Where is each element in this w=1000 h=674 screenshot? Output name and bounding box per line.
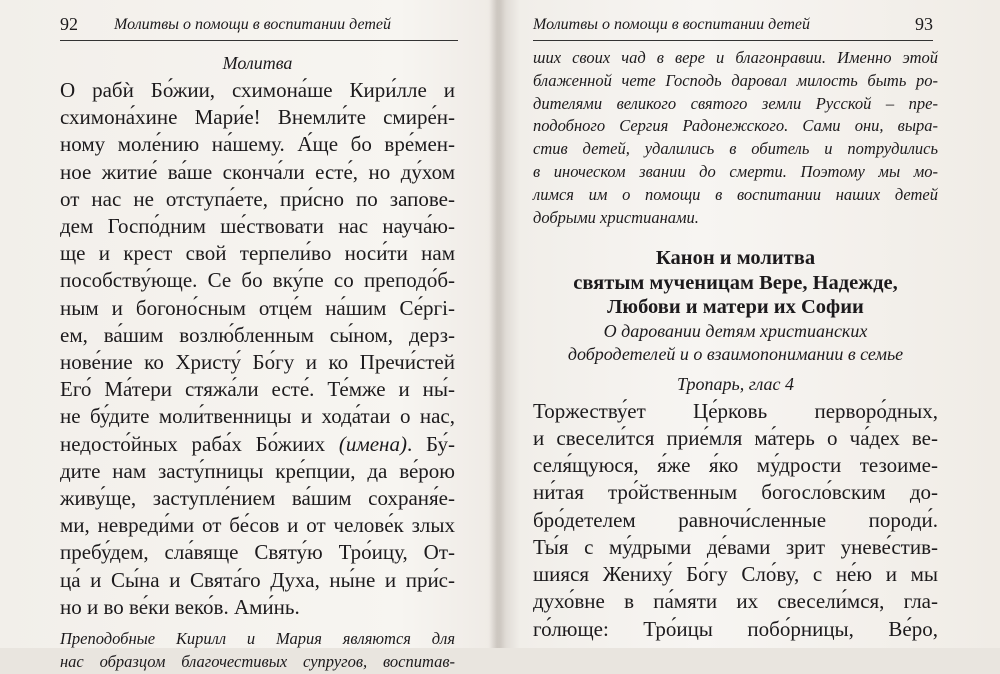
continuation-text [533, 47, 938, 229]
prayer-line: живу́ще, заступле́нием ва́шим сохраня́е- [60, 486, 455, 511]
prayer-line: но и во ве́ки веко́в. Ами́нь. [60, 594, 300, 619]
troparion-line: Торжеству́ет Це́рковь перворо́дных, [533, 398, 938, 423]
left-page-body [60, 51, 455, 674]
book-gutter [488, 0, 506, 648]
prayer-line: ще и крест свой терпели́во носи́ти нам [60, 241, 455, 266]
prayer-line-text: недосто́йных раба́х Бо́жиих [60, 431, 326, 456]
canon-title-line: Канон и молитва [655, 247, 816, 270]
continuation-line: блаженной чете Господь даровал милость быть ро- [533, 70, 938, 90]
prayer-line: Его́ Ма́тери стяжа́ли есте́. Те́мже и ны́- [60, 377, 455, 402]
footnote-line: нас образцом благочестивых супругов, воспитав- [60, 651, 455, 671]
continuation-line: добрыми христианами. [533, 207, 699, 227]
prayer-line: ем, ва́шим возлю́бленным сы́ном, дерз- [60, 322, 455, 347]
right-running-head: Молитвы о помощи в воспитании детей [533, 16, 810, 33]
left-page [0, 0, 488, 671]
right-page [505, 0, 1000, 648]
continuation-line: лимся им о помощи в воспитании наших детей [533, 184, 938, 204]
left-running-head: Молитвы о помощи в воспитании детей [114, 16, 391, 33]
prayer-line-with-names [60, 431, 455, 458]
prayer-text [60, 77, 455, 621]
prayer-line: пребу́дем, сла́вяще Святу́ю Тро́ицу, От- [60, 540, 455, 565]
prayer-line: О рабѝ Бо́жии, схимона́ше Кири́лле и [60, 78, 455, 102]
right-page-number: 93 [915, 14, 933, 34]
prayer-line: от нас не отступа́ете, при́сно по запове- [60, 186, 455, 211]
right-header-rule [533, 40, 933, 41]
prayer-line: не бу́дите моли́твенницы и хода́таи о нас, [60, 404, 455, 429]
troparion-line: селя́щуюся, я́же я́ко му́дрости тезоиме- [533, 453, 938, 478]
prayer-line: ным и богоно́сным отце́м на́шим Се́ргi- [60, 295, 455, 320]
troparion-line: бро́детелем равночи́сленные породи́. [533, 507, 938, 532]
continuation-line: дителями великого святого земли Русской – пре- [533, 93, 938, 113]
right-page-header [533, 14, 933, 40]
troparion-line: и свесели́тся прие́мля ма́терь о ча́дех ве- [533, 426, 938, 451]
right-page-body [533, 47, 938, 643]
occasion-line: О даровании детям христианских [603, 320, 868, 341]
footnote-text [60, 628, 455, 674]
left-page-header [60, 14, 458, 40]
canon-occasion [533, 320, 938, 366]
troparion-line: шияся Жениху́ Бо́гу Сло́ву, с не́ю и мы [533, 562, 938, 587]
prayer-line: ми, невреди́ми от бе́сов и от челове́к злых [60, 513, 455, 538]
prayer-line: нове́ние ко Христу́ Бо́гу и ко Пречи́стей [60, 350, 455, 375]
prayer-line-tail: . Бу́- [406, 431, 455, 456]
left-header-rule [60, 40, 458, 41]
prayer-line: дите нам засту́пницы кре́пции, да ве́рою [60, 458, 455, 483]
occasion-line: добродетелей и о взаимопонимании в семье [567, 343, 904, 364]
continuation-line: стив детей, удалились в обитель и потрудились [533, 139, 938, 159]
continuation-line: подобного Сергия Радонежского. Сами они, выра- [533, 116, 938, 136]
continuation-line: в иноческом звании до смерти. Поэтому мы мо- [533, 161, 938, 181]
troparion-text [533, 398, 938, 643]
canon-title-line: святым мученицам Вере, Надежде, [573, 271, 898, 294]
prayer-line: ному моле́нию на́шему. А́ще бо вре́мен- [60, 132, 455, 157]
canon-title [533, 246, 938, 320]
prayer-line: схимона́хине Мари́е! Внемли́те смире́н- [60, 105, 455, 130]
left-page-number: 92 [60, 14, 78, 34]
prayer-line: ное житие́ ва́ше сконча́ли есте́, но ду́хом [60, 159, 455, 184]
footnote-line: Преподобные Кирилл и Мария являются для [60, 629, 455, 649]
prayer-line: ца́ и Сы́на и Свята́го Духа, ны́не и при́с- [60, 567, 455, 592]
troparion-line: ни́тая тро́йственным богосло́вским до- [533, 480, 938, 505]
prayer-section-title: Молитва [222, 53, 293, 73]
canon-title-line: Любови и матери их Софии [607, 296, 864, 319]
prayer-line: дем Госпо́дним ше́ствовати нас науча́ю- [60, 214, 455, 239]
prayer-line: пособству́юще. Се бо вку́пе со преподо́б- [60, 268, 455, 293]
continuation-line: ших своих чад в вере и благонравии. Именно этой [533, 48, 938, 67]
troparion-line: духо́вне в па́мяти их свесели́мся, гла- [533, 589, 938, 614]
troparion-heading: Тропарь, глас 4 [676, 373, 795, 394]
troparion-line: го́люще: Тро́ицы побо́рницы, Ве́ро, [533, 616, 938, 641]
names-note: (имена) [338, 431, 407, 456]
troparion-line: Ты́я с му́дрыми де́вами зрит уневе́стив- [533, 534, 938, 559]
